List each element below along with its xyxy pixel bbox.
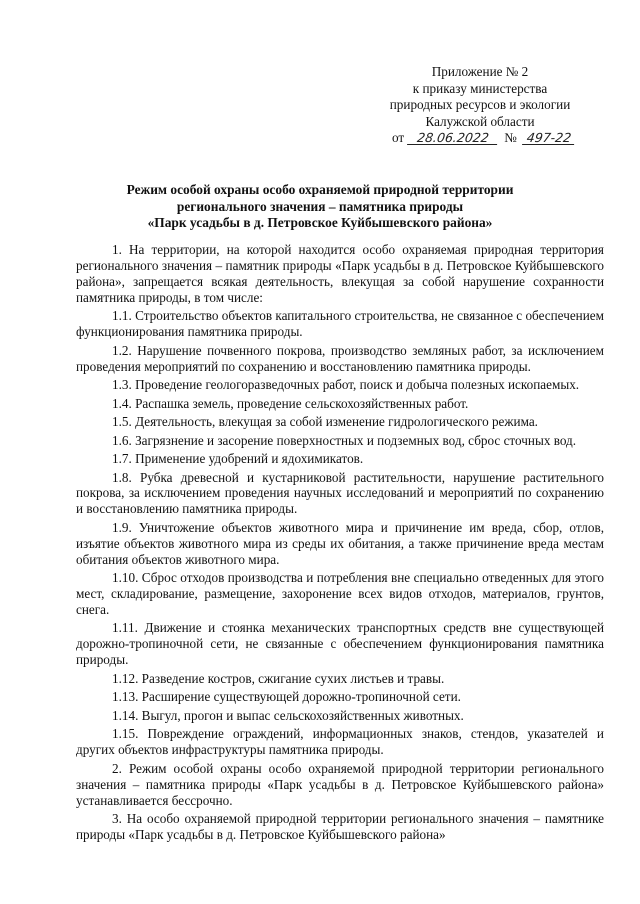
appendix-header xyxy=(370,64,590,147)
paragraph-1-7: 1.7. Применение удобрений и ядохимикатов. xyxy=(112,451,364,467)
paragraph-2: 2. Режим особой охраны особо охраняемой природной территории регионального значения – памятника природы «Парк усадьбы в д. Петровское Куйбышевского района» устанавливается бессрочно. xyxy=(76,760,604,808)
paragraph-1-14: 1.14. Выгул, прогон и выпас сельскохозяйственных животных. xyxy=(112,707,464,723)
title-line-1: Режим особой охраны особо охраняемой природной территории xyxy=(126,182,514,197)
date-prefix: от xyxy=(392,130,405,145)
title-line-3: «Парк усадьбы в д. Петровское Куйбышевского района» xyxy=(147,215,493,230)
order-date-line xyxy=(370,130,590,147)
paragraph-1-15: 1.15. Повреждение ограждений, информационных знаков, стендов, указателей и других объектов инфраструктуры памятника природы. xyxy=(76,726,604,758)
number-prefix: № xyxy=(504,130,517,145)
paragraph-1-1: 1.1. Строительство объектов капитального строительства, не связанное с обеспечением функционирования памятника природы. xyxy=(76,308,604,340)
paragraph-1-6: 1.6. Загрязнение и засорение поверхностных и подземных вод, сброс сточных вод. xyxy=(112,432,577,448)
paragraph-1-5: 1.5. Деятельность, влекущая за собой изменение гидрологического режима. xyxy=(112,414,538,430)
handwritten-order-number: 497-22 xyxy=(522,131,576,145)
paragraph-1-9: 1.9. Уничтожение объектов животного мира и причинение им вреда, сбор, отлов, изъятие объектов животного мира из среды их обитания, а также причинение вреда местам обитания объектов животного мира. xyxy=(76,519,604,567)
paragraph-1-3: 1.3. Проведение геологоразведочных работ, поиск и добыча полезных ископаемых. xyxy=(112,377,580,393)
handwritten-date: 28.06.2022 xyxy=(407,131,499,145)
document-body xyxy=(76,242,604,843)
paragraph-1-13: 1.13. Расширение существующей дорожно-тропиночной сети. xyxy=(112,689,461,705)
paragraph-1-11: 1.11. Движение и стоянка механических транспортных средств вне существующей дорожно-тропиночной сети, не связанные с обеспечением функционирования памятника природы. xyxy=(76,620,604,668)
ministry-name: природных ресурсов и экологии xyxy=(389,97,571,112)
paragraph-1-10: 1.10. Сброс отходов производства и потребления вне специально отведенных для этого мест, складирование, размещение, захоронение всех видов отходов, материалов, грунтов, снега. xyxy=(76,570,604,617)
paragraph-1-4: 1.4. Распашка земель, проведение сельскохозяйственных работ. xyxy=(112,395,469,411)
paragraph-1-12: 1.12. Разведение костров, сжигание сухих листьев и травы. xyxy=(112,670,445,686)
paragraph-1-2: 1.2. Нарушение почвенного покрова, производство земляных работ, за исключением проведения мероприятий по сохранению и восстановлению памятника природы. xyxy=(76,342,604,374)
title-line-2: регионального значения – памятника природы xyxy=(176,198,464,214)
region-name: Калужской области xyxy=(425,113,535,129)
paragraph-3: 3. На особо охраняемой природной территории регионального значения – памятнике природы «Парк усадьбы в д. Петровское Куйбышевского района» xyxy=(76,811,604,842)
paragraph-1: 1. На территории, на которой находится особо охраняемая природная территория регионального значения – памятник природы «Парк усадьбы в д. Петровское Куйбышевского района», запрещается всякая деятельность, влекущая за собой нарушение сохранности памятника природы, в том числе: xyxy=(76,242,604,305)
document-title xyxy=(80,182,560,232)
appendix-number: Приложение № 2 xyxy=(431,64,529,79)
paragraph-1-8: 1.8. Рубка древесной и кустарниковой растительности, нарушение растительного покрова, за исключением проведения научных исследований и мероприятий по сохранению и восстановлению памятника природы. xyxy=(76,469,604,517)
order-reference: к приказу министерства xyxy=(412,80,548,96)
